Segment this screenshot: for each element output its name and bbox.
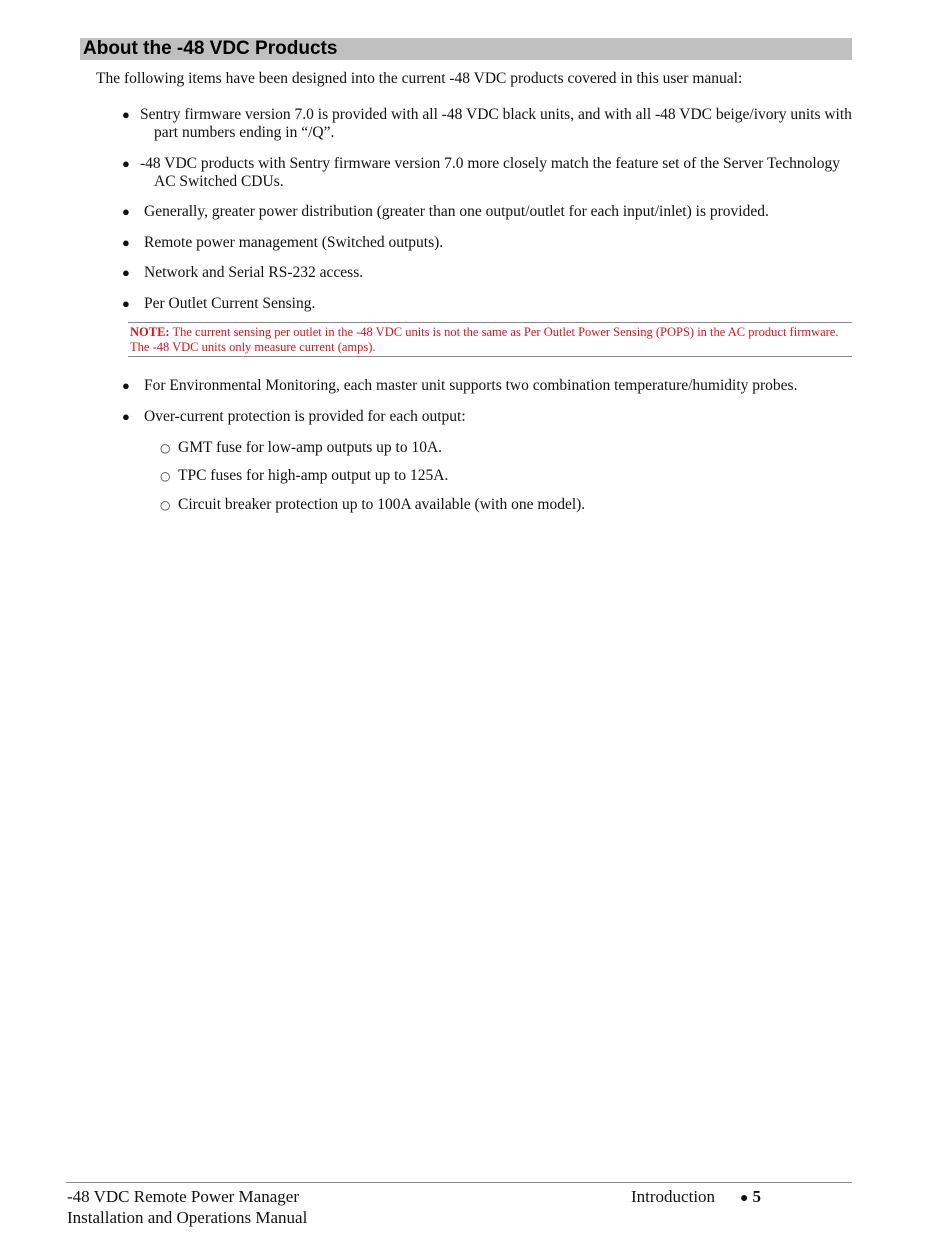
footer-section-name: Introduction <box>631 1187 716 1206</box>
list-item <box>122 203 852 221</box>
bullet-icon: ● <box>122 156 130 171</box>
bullet-icon: ● <box>122 107 130 122</box>
sub-list-item <box>160 467 850 485</box>
list-item <box>122 264 852 282</box>
list-item-text: -48 VDC products with Sentry firmware version 7.0 more closely match the feature set of the Server Technology AC Switched CDUs. <box>140 155 840 190</box>
list-item <box>122 377 852 395</box>
list-item-text: For Environmental Monitoring, each master unit supports two combination temperature/humidity probes. <box>144 377 798 394</box>
circle-bullet-icon: ○ <box>160 498 171 512</box>
note-label: NOTE: <box>130 325 170 339</box>
bullet-icon: ● <box>122 204 130 219</box>
page-number <box>740 1186 761 1209</box>
bullet-icon: ● <box>122 296 130 311</box>
list-item-text: Per Outlet Current Sensing. <box>144 295 316 312</box>
intro-paragraph: The following items have been designed into the current -48 VDC products covered in this user manual: <box>96 70 743 87</box>
sub-list-item-text: GMT fuse for low-amp outputs up to 10A. <box>178 439 443 456</box>
circle-bullet-icon: ○ <box>160 441 171 455</box>
list-item-text: Remote power management (Switched outputs). <box>144 234 444 251</box>
footer-title <box>67 1186 307 1228</box>
list-item-text: Sentry firmware version 7.0 is provided with all -48 VDC black units, and with all -48 VDC beige/ivory units with part numbers ending in “/Q”. <box>140 106 852 141</box>
footer-title-line2: Installation and Operations Manual <box>67 1208 308 1227</box>
list-item-text: Over-current protection is provided for each output: <box>144 408 466 425</box>
note-box <box>128 322 852 357</box>
footer-divider <box>66 1182 852 1183</box>
footer-title-line1: -48 VDC Remote Power Manager <box>67 1187 299 1206</box>
bullet-icon: ● <box>122 378 130 393</box>
bullet-icon: ● <box>122 265 130 280</box>
circle-bullet-icon: ○ <box>160 469 171 483</box>
list-item-text: Generally, greater power distribution (greater than one output/outlet for each input/inlet) is provided. <box>144 203 769 220</box>
section-heading: About the -48 VDC Products <box>80 38 852 60</box>
page-number-value: 5 <box>752 1187 761 1206</box>
bullet-icon: ● <box>122 235 130 250</box>
list-item <box>122 106 852 142</box>
bullet-icon: ● <box>122 409 130 424</box>
list-item <box>122 234 852 252</box>
list-item-text: Network and Serial RS-232 access. <box>144 264 364 281</box>
bullet-icon: ● <box>740 1191 749 1206</box>
list-item <box>122 408 852 426</box>
sub-list-item-text: Circuit breaker protection up to 100A available (with one model). <box>178 496 586 513</box>
sub-list-item <box>160 496 850 514</box>
sub-list-item-text: TPC fuses for high-amp output up to 125A. <box>178 467 449 484</box>
sub-list-item <box>160 439 850 457</box>
list-item <box>122 295 852 313</box>
note-text: The current sensing per outlet in the -48 VDC units is not the same as Per Outlet Power Sensing (POPS) in the AC product firmware. The -48 VDC units only measure current (amps). <box>130 325 839 354</box>
list-item <box>122 155 852 191</box>
